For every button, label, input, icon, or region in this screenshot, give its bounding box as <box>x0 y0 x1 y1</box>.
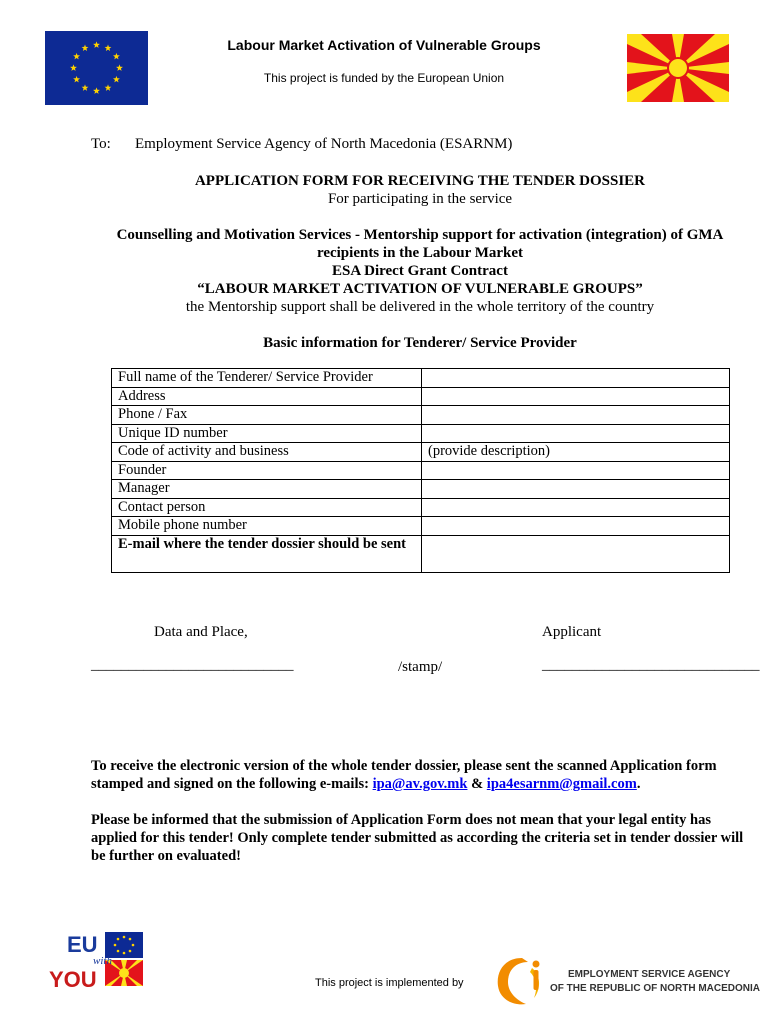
table-row <box>112 369 730 388</box>
field-label: Contact person <box>112 498 422 517</box>
euyou-you-text: YOU <box>49 967 97 990</box>
form-subtitle: For participating in the service <box>327 191 513 207</box>
applicant-signature-line: _____________________________ <box>542 657 760 673</box>
project-quote: “LABOUR MARKET ACTIVATION OF VULNERABLE GROUPS” <box>197 281 643 297</box>
notice-paragraph-2: Please be informed that the submission of Application Form does not mean that your legal entity has applied for this tender! Only complete tender submitted as according the criteria set in tender dossier will be further on evaluated! <box>91 812 744 864</box>
table-row <box>112 424 730 443</box>
field-label: Code of activity and business <box>112 443 422 462</box>
field-value[interactable] <box>422 387 730 406</box>
euyou-eu-text: EU <box>67 932 98 957</box>
table-row <box>112 480 730 499</box>
table-row <box>112 498 730 517</box>
date-place-line: ___________________________ <box>91 657 294 673</box>
table-row <box>112 461 730 480</box>
agency-name-line-1: EMPLOYMENT SERVICE AGENCY <box>568 969 731 980</box>
notice-paragraph-1 <box>91 757 756 793</box>
email-link-ipa-av[interactable]: ipa@av.gov.mk <box>372 776 468 792</box>
tenderer-info-table <box>111 368 730 573</box>
form-title: APPLICATION FORM FOR RECEIVING THE TENDER DOSSIER <box>194 173 646 189</box>
contract-name: ESA Direct Grant Contract <box>332 263 508 279</box>
stamp-label: /stamp/ <box>398 659 443 675</box>
recipient-name: Employment Service Agency of North Macedonia (ESARNM) <box>135 136 513 152</box>
field-value[interactable] <box>422 480 730 499</box>
table-row <box>112 517 730 536</box>
field-value[interactable] <box>422 406 730 425</box>
section-heading: Basic information for Tenderer/ Service Provider <box>263 335 577 351</box>
field-label: Phone / Fax <box>112 406 422 425</box>
header-title: Labour Market Activation of Vulnerable Groups <box>227 37 541 53</box>
period: . <box>636 776 641 792</box>
header-subtitle: This project is funded by the European Union <box>263 71 505 85</box>
date-place-label: Data and Place, <box>154 624 248 640</box>
agency-name-line-2: OF THE REPUBLIC OF NORTH MACEDONIA <box>550 983 760 994</box>
field-value[interactable] <box>422 461 730 480</box>
service-line-2: recipients in the Labour Market <box>316 245 524 261</box>
implemented-by-label: This project is implemented by <box>315 977 464 989</box>
field-label: Address <box>112 387 422 406</box>
ampersand: & <box>471 776 484 792</box>
field-value[interactable] <box>422 517 730 536</box>
to-label: To: <box>91 136 111 152</box>
eu-with-you-logo <box>45 930 145 990</box>
applicant-label: Applicant <box>542 624 602 640</box>
field-label: Manager <box>112 480 422 499</box>
territory-note: the Mentorship support shall be delivered in the whole territory of the country <box>185 299 655 315</box>
field-value[interactable] <box>422 369 730 388</box>
north-macedonia-flag-logo <box>627 34 729 102</box>
notice-text: To receive the electronic version of the whole tender dossier, please sent the scanned Application form stamped and signed on the following e-mails: <box>91 758 717 792</box>
table-row <box>112 443 730 462</box>
field-label: Unique ID number <box>112 424 422 443</box>
euyou-with-text: with <box>93 955 112 967</box>
field-value[interactable] <box>422 424 730 443</box>
field-label: Full name of the Tenderer/ Service Provider <box>112 369 422 388</box>
employment-service-agency-logo <box>492 954 552 1008</box>
field-value[interactable] <box>422 498 730 517</box>
table-row <box>112 535 730 572</box>
table-row <box>112 406 730 425</box>
field-value[interactable]: (provide description) <box>422 443 730 462</box>
recipient-line <box>91 136 512 153</box>
field-value[interactable] <box>422 535 730 572</box>
email-link-ipa4esarnm[interactable]: ipa4esarnm@gmail.com <box>486 776 637 792</box>
service-line-1: Counselling and Motivation Services - Mentorship support for activation (integration) of GMA <box>116 227 724 243</box>
field-label: Mobile phone number <box>112 517 422 536</box>
field-label: E-mail where the tender dossier should be sent <box>112 535 422 572</box>
table-row <box>112 387 730 406</box>
field-label: Founder <box>112 461 422 480</box>
